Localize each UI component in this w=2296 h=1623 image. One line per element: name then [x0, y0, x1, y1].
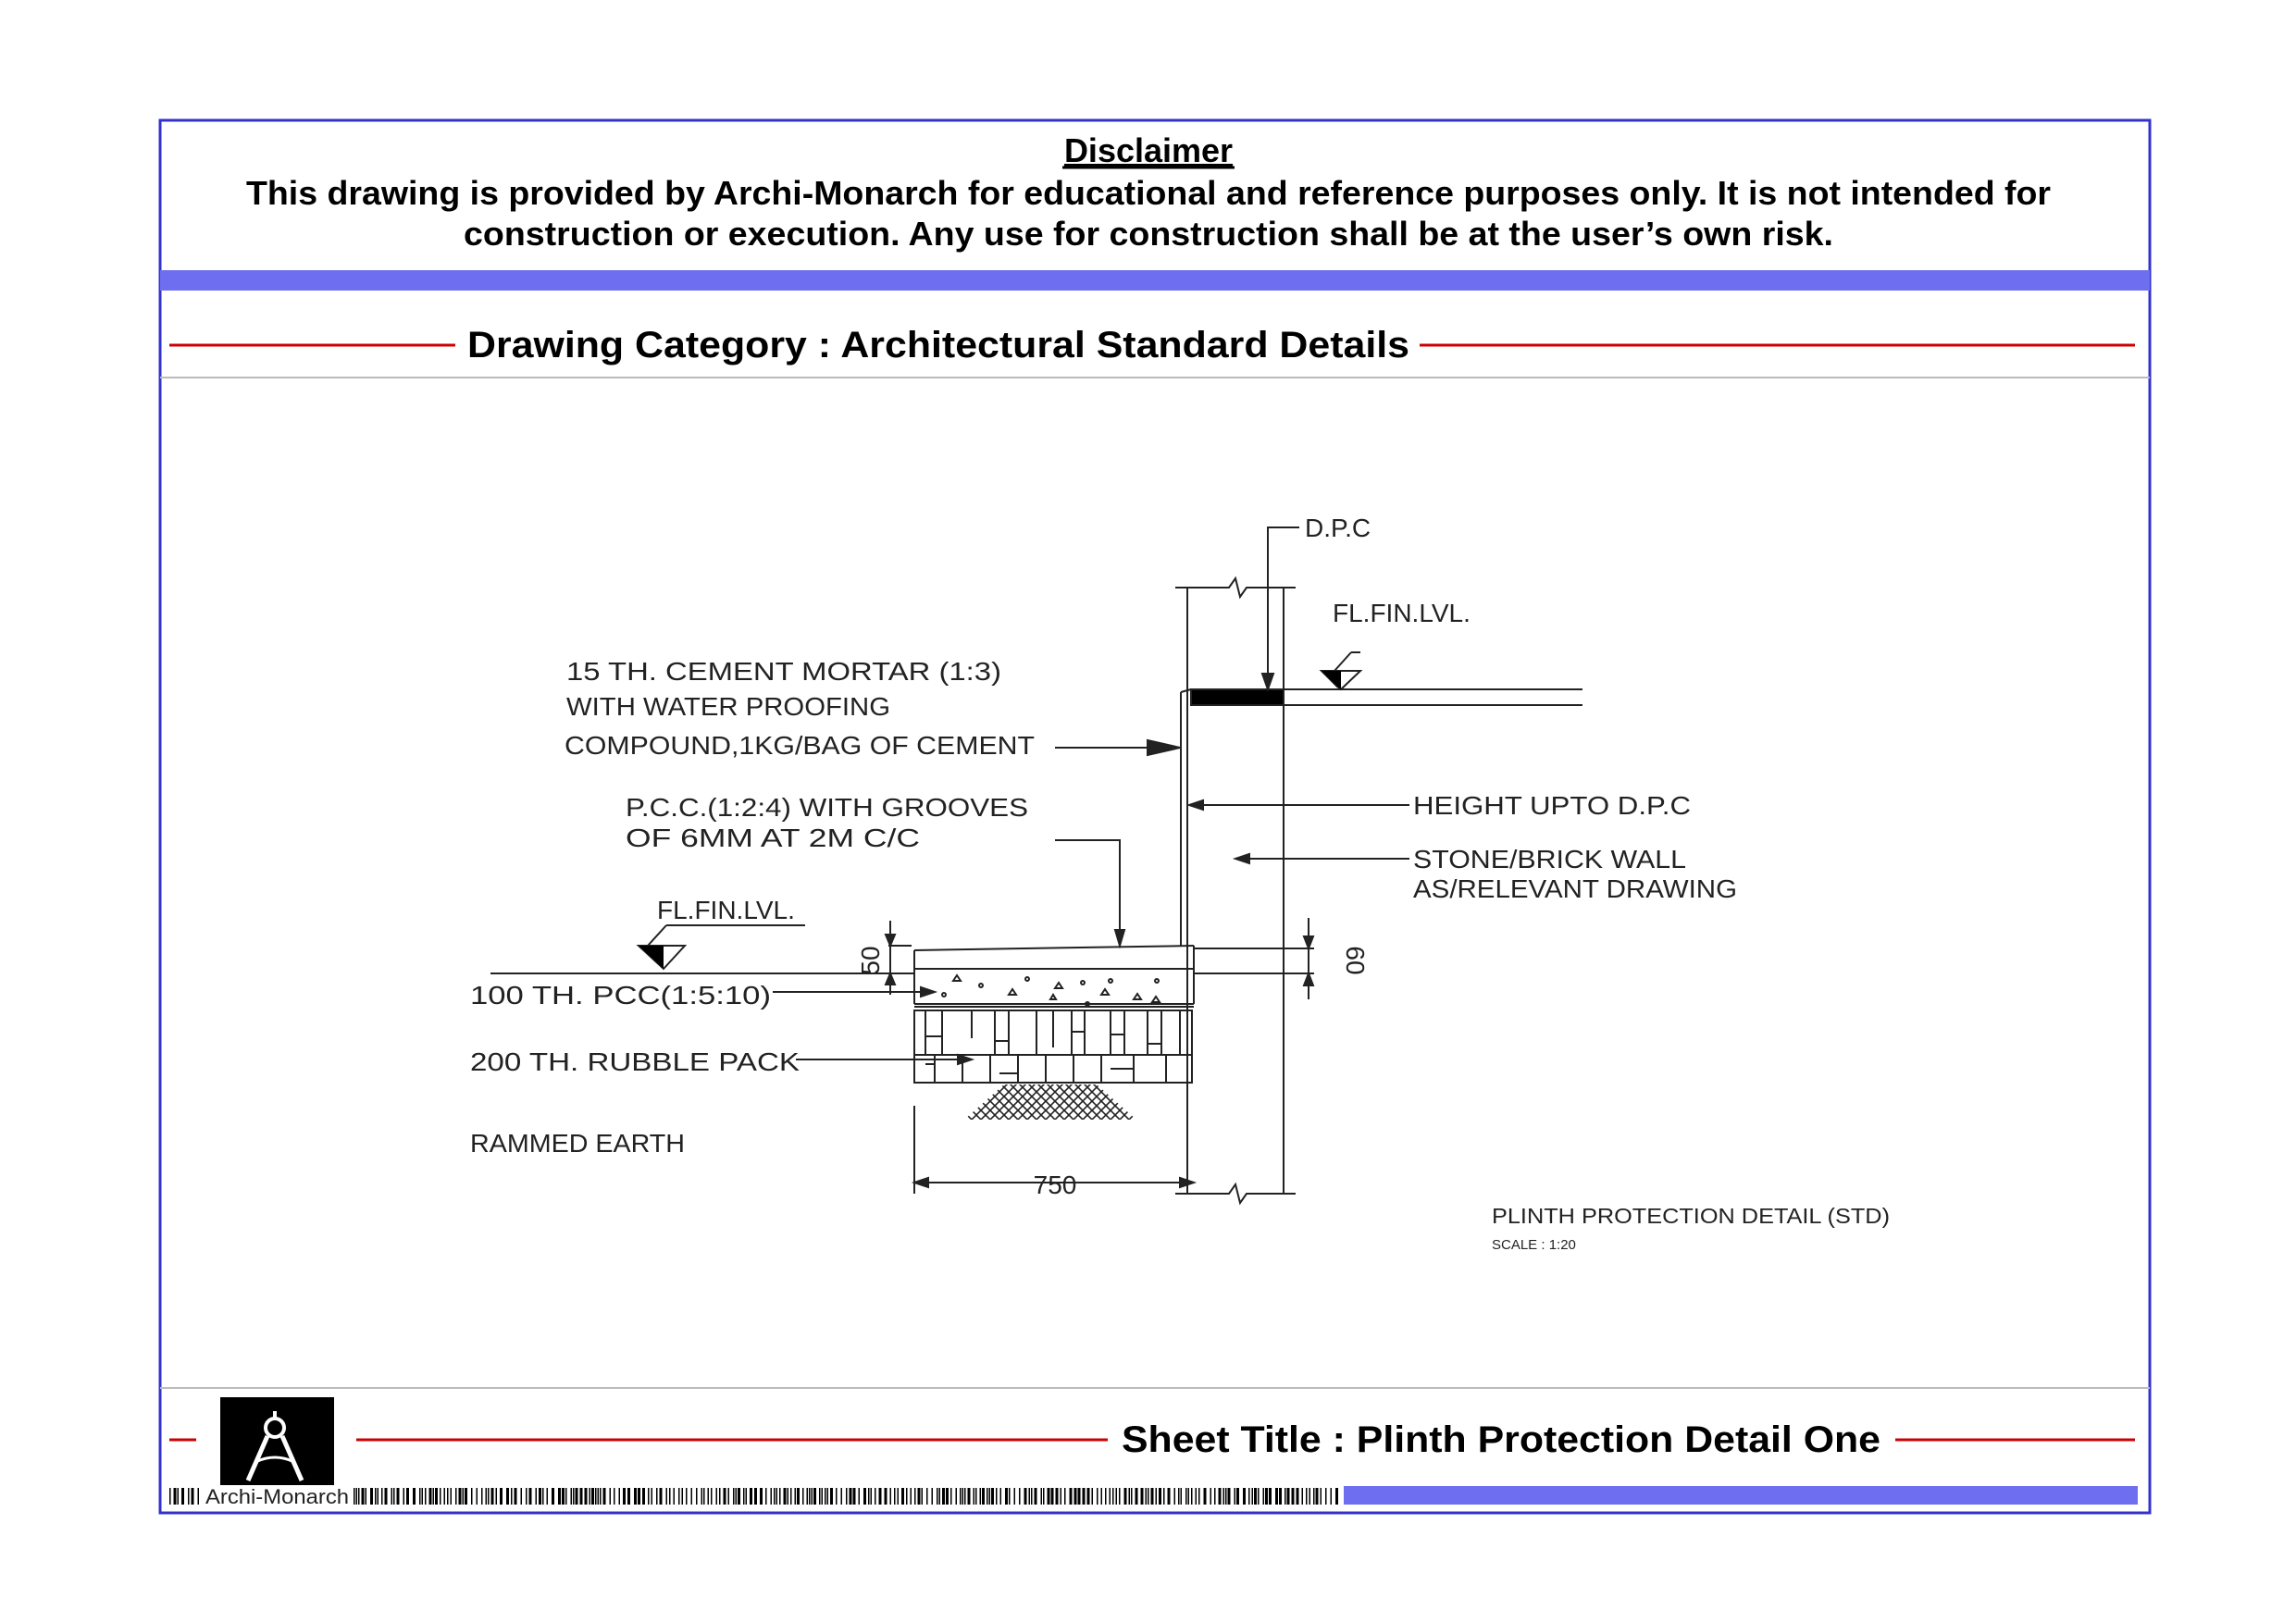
barcode-bar: [603, 1488, 606, 1505]
barcode-bar: [812, 1488, 813, 1505]
barcode-bar: [716, 1488, 718, 1505]
barcode-bar: [1163, 1488, 1165, 1505]
barcode-bar: [738, 1488, 740, 1505]
barcode-bar: [1129, 1488, 1131, 1505]
barcode-bar: [1110, 1488, 1111, 1505]
barcode-bar: [422, 1488, 424, 1505]
barcode-bar: [627, 1488, 630, 1505]
barcode-bar: [1287, 1488, 1290, 1505]
barcode-bar: [1302, 1488, 1304, 1505]
barcode-bar: [1297, 1488, 1299, 1505]
rammed-earth-hatch: [964, 1084, 1136, 1120]
barcode-bar: [968, 1488, 971, 1505]
barcode-bar: [419, 1488, 421, 1505]
barcode-bar: [813, 1488, 816, 1505]
barcode-bar: [980, 1488, 982, 1505]
barcode-bar: [471, 1488, 473, 1505]
barcode-bar: [1174, 1488, 1176, 1505]
barcode-bar: [879, 1488, 882, 1505]
barcode-bar: [1168, 1488, 1171, 1505]
barcode-bar: [178, 1488, 180, 1505]
barcode-bar: [1151, 1488, 1154, 1505]
barcode-bar: [375, 1488, 377, 1505]
barcode-bar: [542, 1488, 544, 1505]
barcode-bar: [711, 1488, 713, 1505]
barcode-bar: [1056, 1488, 1059, 1505]
barcode-bar: [648, 1488, 650, 1505]
barcode-bar: [169, 1488, 171, 1505]
barcode-bar: [1269, 1488, 1272, 1505]
label-rubble: 200 TH. RUBBLE PACK: [470, 1047, 800, 1076]
barcode-bar: [1005, 1488, 1008, 1505]
barcode-bar: [1141, 1488, 1144, 1505]
barcode-bar: [937, 1488, 938, 1505]
barcode-bar: [638, 1488, 640, 1505]
barcode-bar: [192, 1488, 194, 1505]
barcode-bar: [964, 1488, 966, 1505]
barcode-bar: [674, 1488, 676, 1505]
barcode-bar: [435, 1488, 438, 1505]
barcode-bar: [1105, 1488, 1107, 1505]
barcode-bar: [1131, 1488, 1133, 1505]
barcode-bar: [809, 1488, 811, 1505]
barcode-bar: [898, 1488, 900, 1505]
dimension-750-text: 750: [1033, 1171, 1077, 1199]
barcode-bar: [393, 1488, 395, 1505]
barcode-bar: [795, 1488, 797, 1505]
barcode-bar: [477, 1488, 478, 1505]
barcode-bar: [1074, 1488, 1077, 1505]
barcode-bar: [950, 1488, 952, 1505]
barcode-bar: [1112, 1488, 1114, 1505]
disclaimer-line-2: construction or execution. Any use for construction shall be at the user’s own risk.: [464, 215, 1833, 253]
barcode-bar: [708, 1488, 710, 1505]
barcode-bar: [1156, 1488, 1158, 1505]
barcode-bar: [890, 1488, 892, 1505]
barcode-bar: [822, 1488, 824, 1505]
footer: [160, 1388, 2150, 1508]
barcode-bar: [1064, 1488, 1066, 1505]
sheet-title: Sheet Title : Plinth Protection Detail One: [1122, 1419, 1880, 1460]
barcode-bar: [696, 1488, 698, 1505]
barcode-bar: [656, 1488, 658, 1505]
barcode-bar: [370, 1488, 373, 1505]
barcode-bar: [571, 1488, 573, 1505]
barcode-bar: [488, 1488, 490, 1505]
barcode-bar: [660, 1488, 663, 1505]
barcode-bar: [765, 1488, 767, 1505]
barcode-bar: [750, 1488, 752, 1505]
barcode-bar: [1214, 1488, 1216, 1505]
barcode-bar: [529, 1488, 532, 1505]
barcode-bar: [1325, 1488, 1327, 1505]
barcode-bar: [918, 1488, 921, 1505]
barcode-bar: [790, 1488, 792, 1505]
barcode-bar: [1252, 1488, 1254, 1505]
barcode-bar: [703, 1488, 705, 1505]
barcode-bar: [619, 1488, 621, 1505]
barcode-bar: [565, 1488, 567, 1505]
barcode-bar: [1116, 1488, 1118, 1505]
barcode-bar: [447, 1488, 449, 1505]
barcode-bar: [552, 1488, 554, 1505]
barcode-bar: [1031, 1488, 1033, 1505]
barcode-bar: [1292, 1488, 1295, 1505]
barcode-bar: [774, 1488, 776, 1505]
barcode-bar: [1279, 1488, 1282, 1505]
barcode-bar: [1035, 1488, 1037, 1505]
barcode-bar: [1019, 1488, 1021, 1505]
barcode-bar: [1254, 1488, 1257, 1505]
barcode-bar: [1321, 1488, 1322, 1505]
barcode-bar: [859, 1488, 861, 1505]
dimension-50-text: 50: [856, 946, 885, 975]
barcode-bar: [585, 1488, 588, 1505]
barcode-bar: [1313, 1488, 1315, 1505]
barcode-bar: [515, 1488, 517, 1505]
rubble-pack: [914, 1010, 1192, 1083]
barcode-bar: [455, 1488, 457, 1505]
barcode-bar: [358, 1488, 360, 1505]
barcode-bar: [600, 1488, 602, 1505]
barcode-bar: [802, 1488, 804, 1505]
barcode-bar: [728, 1488, 730, 1505]
barcode-bar: [719, 1488, 721, 1505]
barcode-bar: [1078, 1488, 1081, 1505]
barcode-bar: [397, 1488, 400, 1505]
barcode-bar: [975, 1488, 977, 1505]
barcode-bar: [598, 1488, 600, 1505]
barcode-bar: [539, 1488, 541, 1505]
barcode-bar: [960, 1488, 962, 1505]
barcode-bar: [391, 1488, 393, 1505]
barcode-bar: [188, 1488, 190, 1505]
barcode-bar: [595, 1488, 597, 1505]
disclaimer-line-1: This drawing is provided by Archi-Monarch for educational and reference purposes only. It is not intended for: [246, 174, 2051, 212]
barcode-bar: [1101, 1488, 1103, 1505]
barcode-bar: [1263, 1488, 1265, 1505]
barcode-bar: [819, 1488, 821, 1505]
barcode-bar: [836, 1488, 838, 1505]
barcode-bar: [996, 1488, 998, 1505]
label-pcc-2: OF 6MM AT 2M C/C: [626, 824, 920, 852]
barcode-bar: [666, 1488, 668, 1505]
barcode-bar: [562, 1488, 565, 1505]
barcode-bar: [1041, 1488, 1043, 1505]
barcode-bar: [682, 1488, 684, 1505]
barcode-bar: [926, 1488, 928, 1505]
barcode-bar: [942, 1488, 945, 1505]
barcode-bar: [807, 1488, 809, 1505]
disclaimer-band: [160, 270, 2150, 291]
barcode-bar: [1051, 1488, 1054, 1505]
archi-monarch-logo: [220, 1397, 334, 1487]
detail-scale: SCALE : 1:20: [1492, 1237, 1576, 1253]
barcode-bar: [425, 1488, 427, 1505]
barcode-bar: [1159, 1488, 1161, 1505]
barcode-bar: [989, 1488, 991, 1505]
barcode-bar: [486, 1488, 488, 1505]
barcode-bar: [825, 1488, 826, 1505]
barcode-bar: [381, 1488, 383, 1505]
barcode-bar: [1188, 1488, 1190, 1505]
barcode-bar: [642, 1488, 645, 1505]
barcode-bar: [1087, 1488, 1090, 1505]
barcode-bar: [987, 1488, 988, 1505]
barcode-bar: [1009, 1488, 1011, 1505]
barcode-bar: [1083, 1488, 1086, 1505]
barcode-bar: [1223, 1488, 1225, 1505]
barcode-bar: [827, 1488, 829, 1505]
disclaimer-heading: Disclaimer: [1063, 131, 1234, 169]
barcode-bar: [366, 1488, 367, 1505]
label-dpc: D.P.C: [1305, 514, 1371, 542]
barcode-bar: [871, 1488, 873, 1505]
barcode-bar: [406, 1488, 409, 1505]
barcode-bar: [181, 1488, 184, 1505]
barcode-bar: [1228, 1488, 1231, 1505]
barcode-bar: [1146, 1488, 1148, 1505]
barcode-bar: [669, 1488, 671, 1505]
barcode-bar: [362, 1488, 365, 1505]
label-fl-fin-lvl-lower: FL.FIN.LVL.: [657, 896, 795, 924]
barcode-bar: [536, 1488, 538, 1505]
barcode-bar: [481, 1488, 483, 1505]
barcode-bar: [385, 1488, 388, 1505]
barcode-bar: [1331, 1488, 1333, 1505]
barcode-bar: [863, 1488, 866, 1505]
label-pcc-1: P.C.C.(1:2:4) WITH GROOVES: [626, 793, 1028, 822]
barcode-bar: [1119, 1488, 1121, 1505]
barcode-bar: [491, 1488, 494, 1505]
barcode-bar: [875, 1488, 876, 1505]
barcode-bar: [853, 1488, 856, 1505]
barcode-bar: [1335, 1488, 1338, 1505]
barcode-bar: [784, 1488, 787, 1505]
label-wall-1: STONE/BRICK WALL: [1413, 845, 1686, 873]
barcode-bar: [1178, 1488, 1180, 1505]
barcode-bar: [1014, 1488, 1016, 1505]
barcode-bar: [1097, 1488, 1098, 1505]
barcode-bar: [991, 1488, 994, 1505]
barcode-bar: [403, 1488, 405, 1505]
barcode-bar: [614, 1488, 615, 1505]
barcode-bar: [901, 1488, 904, 1505]
label-mortar-3: COMPOUND,1KG/BAG OF CEMENT: [565, 731, 1035, 760]
label-fl-fin-lvl-upper: FL.FIN.LVL.: [1333, 599, 1471, 627]
barcode-bar: [1043, 1488, 1045, 1505]
barcode-bar: [1236, 1488, 1239, 1505]
barcode-bar: [1210, 1488, 1212, 1505]
barcode-bar: [1124, 1488, 1127, 1505]
dimension-50: [886, 921, 912, 995]
barcode-bar: [521, 1488, 523, 1505]
barcode-bar: [500, 1488, 503, 1505]
barcode-bar: [174, 1488, 177, 1505]
barcode-bar: [1136, 1488, 1138, 1505]
barcode-bar: [974, 1488, 975, 1505]
barcode-bar: [797, 1488, 800, 1505]
pcc-bed: [914, 975, 1194, 1007]
footer-band: [1344, 1486, 2138, 1505]
barcode-bar: [911, 1488, 912, 1505]
barcode-bar: [623, 1488, 626, 1505]
barcode-bar: [451, 1488, 453, 1505]
barcode-bar: [1092, 1488, 1094, 1505]
barcode-bar: [771, 1488, 773, 1505]
barcode-bar: [354, 1488, 355, 1505]
barcode-bar: [1219, 1488, 1222, 1505]
barcode-bar: [440, 1488, 441, 1505]
label-height-dpc: HEIGHT UPTO D.P.C: [1413, 791, 1691, 820]
barcode-bar: [610, 1488, 612, 1505]
barcode-bar: [378, 1488, 379, 1505]
barcode-bar: [922, 1488, 924, 1505]
wall: [1175, 578, 1296, 1203]
barcode-bar: [496, 1488, 498, 1505]
barcode-bar: [1225, 1488, 1227, 1505]
barcode-bar: [511, 1488, 513, 1505]
dpc-layer: [1191, 689, 1284, 705]
barcode-bar: [429, 1488, 432, 1505]
label-pcc-100: 100 TH. PCC(1:5:10): [470, 981, 771, 1010]
label-mortar-1: 15 TH. CEMENT MORTAR (1:3): [566, 657, 1001, 686]
barcode-bar: [558, 1488, 561, 1505]
dimension-60: [1304, 918, 1313, 999]
barcode-bar: [413, 1488, 416, 1505]
barcode-bar: [573, 1488, 575, 1505]
barcode-bar: [1191, 1488, 1193, 1505]
barcode-bar: [982, 1488, 985, 1505]
barcode-bar: [691, 1488, 693, 1505]
label-mortar-2: WITH WATER PROOFING: [566, 692, 890, 721]
barcode-bar: [743, 1488, 745, 1505]
barcode-bar: [1204, 1488, 1207, 1505]
barcode-bar: [1243, 1488, 1246, 1505]
barcode-bar: [526, 1488, 527, 1505]
barcode-bar: [850, 1488, 852, 1505]
barcode-bar: [776, 1488, 778, 1505]
barcode-bar: [885, 1488, 887, 1505]
barcode-bar: [576, 1488, 578, 1505]
barcode-bar: [444, 1488, 446, 1505]
logo-text: Archi-Monarch: [205, 1485, 349, 1508]
barcode-bar: [1316, 1488, 1319, 1505]
barcode-bar: [1061, 1488, 1062, 1505]
dimension-60-text: 60: [1341, 946, 1370, 975]
category-header: [160, 325, 2150, 378]
barcode-bar: [1258, 1488, 1260, 1505]
barcode-bar: [1198, 1488, 1200, 1505]
barcode-bar: [652, 1488, 653, 1505]
barcode-bar: [746, 1488, 748, 1505]
detail-title: PLINTH PROTECTION DETAIL (STD): [1492, 1204, 1890, 1228]
barcode-bar: [788, 1488, 789, 1505]
barcode-bar: [1024, 1488, 1027, 1505]
barcode-bar: [733, 1488, 735, 1505]
barcode-bar: [736, 1488, 738, 1505]
barcode-bar: [634, 1488, 637, 1505]
barcode-bar: [590, 1488, 591, 1505]
barcode-bar: [580, 1488, 583, 1505]
barcode-bar: [1196, 1488, 1198, 1505]
barcode-bar: [506, 1488, 509, 1505]
barcode-bar: [1275, 1488, 1278, 1505]
barcode-bar: [946, 1488, 949, 1505]
barcode-bar: [760, 1488, 763, 1505]
barcode-bar: [841, 1488, 843, 1505]
barcode-bar: [1000, 1488, 1002, 1505]
barcode-bar: [433, 1488, 435, 1505]
barcode-bar: [701, 1488, 703, 1505]
barcode-bar: [956, 1488, 958, 1505]
barcode-bar: [686, 1488, 688, 1505]
barcode-bar: [1029, 1488, 1031, 1505]
barcode-bar: [724, 1488, 726, 1505]
barcode-bar: [779, 1488, 781, 1505]
barcode-bar: [754, 1488, 757, 1505]
barcode-bar: [894, 1488, 896, 1505]
barcode-bar: [1148, 1488, 1149, 1505]
barcode-bar: [1070, 1488, 1073, 1505]
barcode-bar: [868, 1488, 870, 1505]
barcode-bar: [1309, 1488, 1311, 1505]
barcode-bar: [198, 1488, 200, 1505]
barcode-bar: [1185, 1488, 1187, 1505]
barcode-bar: [962, 1488, 964, 1505]
barcode-bar: [932, 1488, 934, 1505]
barcode-bar: [1181, 1488, 1183, 1505]
barcode-bar: [1285, 1488, 1286, 1505]
barcode-bar: [465, 1488, 467, 1505]
barcode-bar: [830, 1488, 833, 1505]
barcode-bar: [356, 1488, 358, 1505]
barcode-bar: [678, 1488, 680, 1505]
barcode-bar: [591, 1488, 594, 1505]
label-wall-2: AS/RELEVANT DRAWING: [1413, 874, 1737, 903]
barcode-bar: [1248, 1488, 1250, 1505]
label-earth: RAMMED EARTH: [470, 1129, 685, 1158]
barcode-bar: [1306, 1488, 1308, 1505]
barcode-bar: [459, 1488, 462, 1505]
category-title: Drawing Category : Architectural Standard Details: [467, 325, 1409, 365]
barcode-bar: [1048, 1488, 1050, 1505]
barcode-bar: [463, 1488, 465, 1505]
barcode-bar: [939, 1488, 941, 1505]
disclaimer-block: [246, 131, 2051, 253]
barcode-bar: [1235, 1488, 1236, 1505]
barcode-bar: [846, 1488, 848, 1505]
barcode-bar: [914, 1488, 916, 1505]
barcode-bar: [1265, 1488, 1268, 1505]
barcode-bar: [906, 1488, 908, 1505]
barcode-bar: [547, 1488, 549, 1505]
